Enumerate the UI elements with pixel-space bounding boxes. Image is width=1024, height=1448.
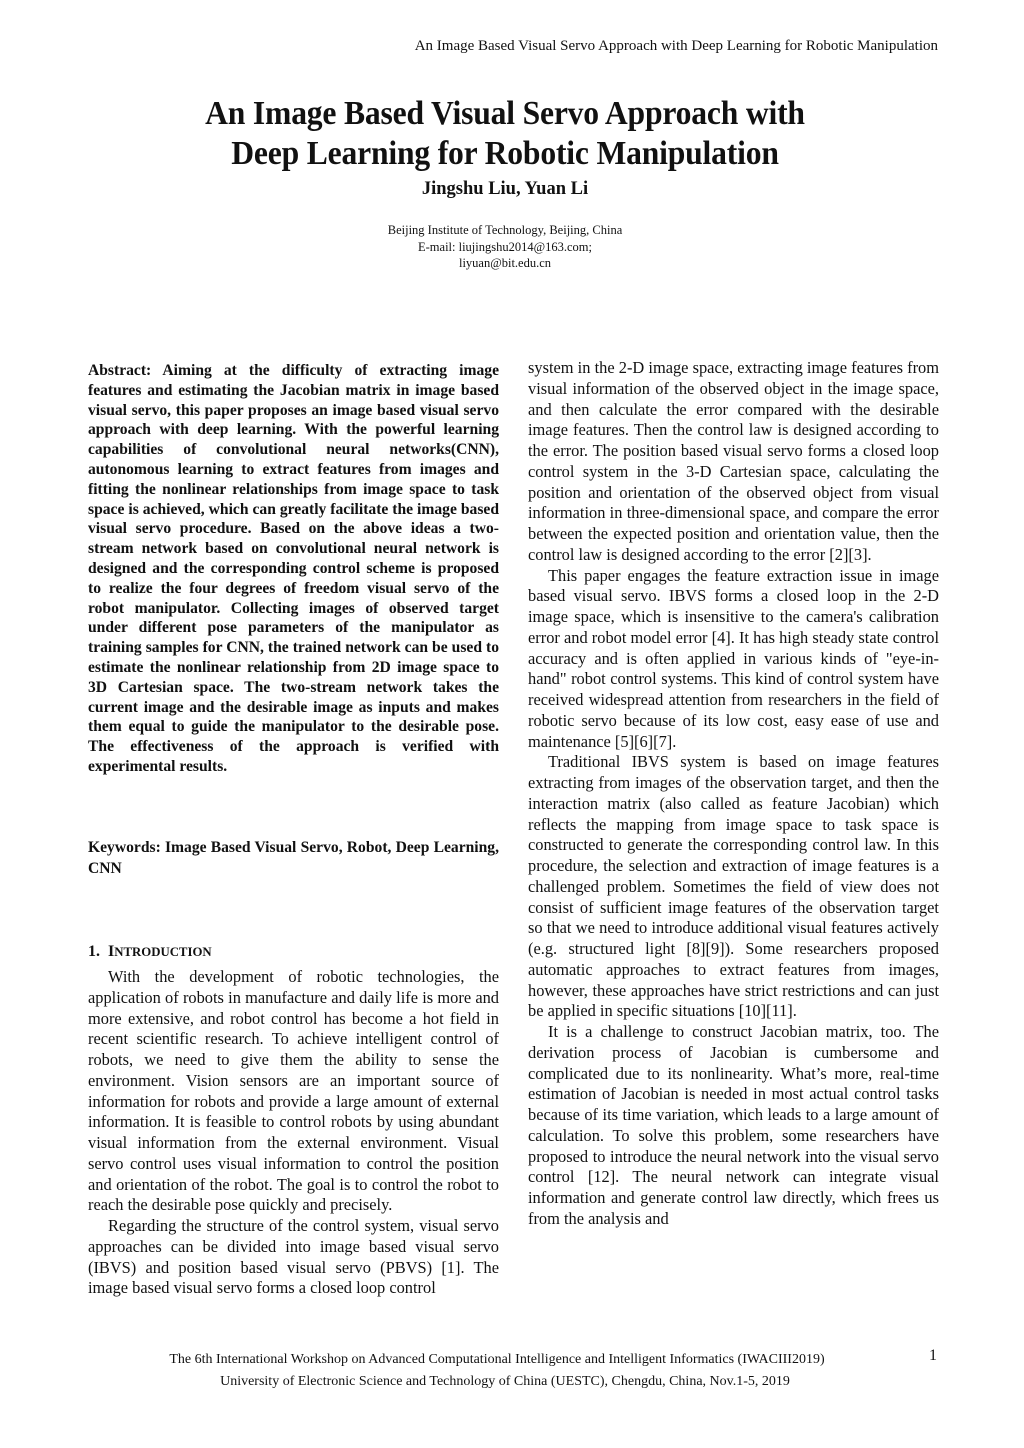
section-title-initial: I [108,943,115,960]
section-heading-introduction [88,941,212,963]
affiliation-email-2: liyuan@bit.edu.cn [458,256,552,270]
paragraph: This paper engages the feature extraction issue in image based visual servo. IBVS forms a closed loop in the 2-D image space, which is insensitive to the camera's calibration error and robot model error [4]. It has high steady state control accuracy and is often applied in various kinds of "eye-in-hand" robot control systems. This kind of control system have received widespread attention from researchers in the field of robotic servo because of its low cost, easy ease of use and maintenance [5][6][7]. [528,565,939,751]
authors: Jingshu Liu, Yuan Li [421,179,589,199]
right-column-body [528,358,939,1230]
paragraph: With the development of robotic technologies, the application of robots in manufacture and daily life is more and more extensive, and robot control has become a hot field in recent scientific research. To achieve intelligent control of robots, we need to give them the ability to sense the environment. Vision sensors are an important source of information for robots and provide a large amount of external information. It is feasible to control robots by using abundant visual information from the external environment. Visual servo control uses visual information to control the position and orientation of the robot. The goal is to control the robot to reach the desirable pose quickly and precisely. [88,967,499,1215]
page-number: 1 [929,1347,937,1364]
paper-title-line-2: Deep Learning for Robotic Manipulation [231,135,779,172]
abstract: Abstract: Aiming at the difficulty of extracting image features and estimating the Jacobian matrix in image based visual servo, this paper proposes an image based visual servo approach with deep learning. With the powerful learning capabilities of convolutional neural networks(CNN), autonomous learning to extract features from images and fitting the nonlinear relationships from image space to task space is achieved, which can greatly facilitate the image based visual servo procedure. Based on the above ideas a two-stream network based on convolutional neural network is designed and the corresponding control scheme is proposed to realize the four degrees of freedom visual servo of the robot manipulator. Collecting images of observed target under different pose parameters of the manipulator as training samples for CNN, the trained network can be used to estimate the nonlinear relationship from 2D image space to 3D Cartesian space. The two-stream network takes the current image and the desirable image as inputs and makes them equal to guide the manipulator to the desirable pose. The effectiveness of the approach is verified with experimental results. [88,362,499,775]
paper-title [35,94,974,174]
affiliation-institution: Beijing Institute of Technology, Beijing, China [387,223,623,237]
paragraph: system in the 2-D image space, extracting image features from visual information of the observed object in the image space, and then calculate the error compared with the desirable image features. Then the control law is designed according to the error. The position based visual servo forms a closed loop control system in the 3-D Cartesian space, calculating the position and orientation of the observed object from visual information in three-dimensional space, and compare the error between the expected position and orientation value, then the control law is designed according to the error [2][3]. [528,358,939,564]
paragraph: Regarding the structure of the control system, visual servo approaches can be divided into image based visual servo (IBVS) and position based visual servo (PBVS) [1]. The image based visual servo forms a closed loop control [88,1216,499,1298]
footer-conference: The 6th International Workshop on Advanced Computational Intelligence and Intelligent Informatics (IWACIII2019) [169,1352,825,1367]
affiliation-block [0,222,1010,272]
paragraph: Traditional IBVS system is based on image features extracting from images of the observation target, and then the interaction matrix (also called as feature Jacobian) which reflects the mapping from image space to task space is constructed to generate the corresponding control law. In this procedure, the selection and extraction of image features is a challenged problem. Sometimes the field of view does not consist of sufficient image features of the observation target so that we need to introduce additional visual features actively (e.g. structured light [8][9]). Some researchers proposed automatic approaches to extract features from images, however, these approaches have strict restrictions and can just be applied in specific situations [10][11]. [528,752,939,1021]
paragraph: It is a challenge to construct Jacobian matrix, too. The derivation process of Jacobian is cumbersome and complicated due to its nonlinearity. What’s more, real-time estimation of Jacobian is needed in most actual control tasks because of its time variation, which leads to a large amount of calculation. To solve this problem, some researchers have proposed to introduce the neural network into the visual servo control [12]. The neural network can integrate visual information and generate control law directly, which frees us from the analysis and [528,1022,939,1228]
section-number: 1. [88,943,100,960]
keywords: Keywords: Image Based Visual Servo, Robot, Deep Learning, CNN [88,839,499,877]
section-title-rest: NTRODUCTION [114,945,212,959]
paper-title-line-1: An Image Based Visual Servo Approach with [205,95,805,132]
introduction-body [88,967,499,1299]
running-header: An Image Based Visual Servo Approach with Deep Learning for Robotic Manipulation [414,38,938,54]
affiliation-email-1: E-mail: liujingshu2014@163.com; [418,239,592,254]
footer-venue: University of Electronic Science and Technology of China (UESTC), Chengdu, China, Nov.1-5, 2019 [220,1374,790,1389]
